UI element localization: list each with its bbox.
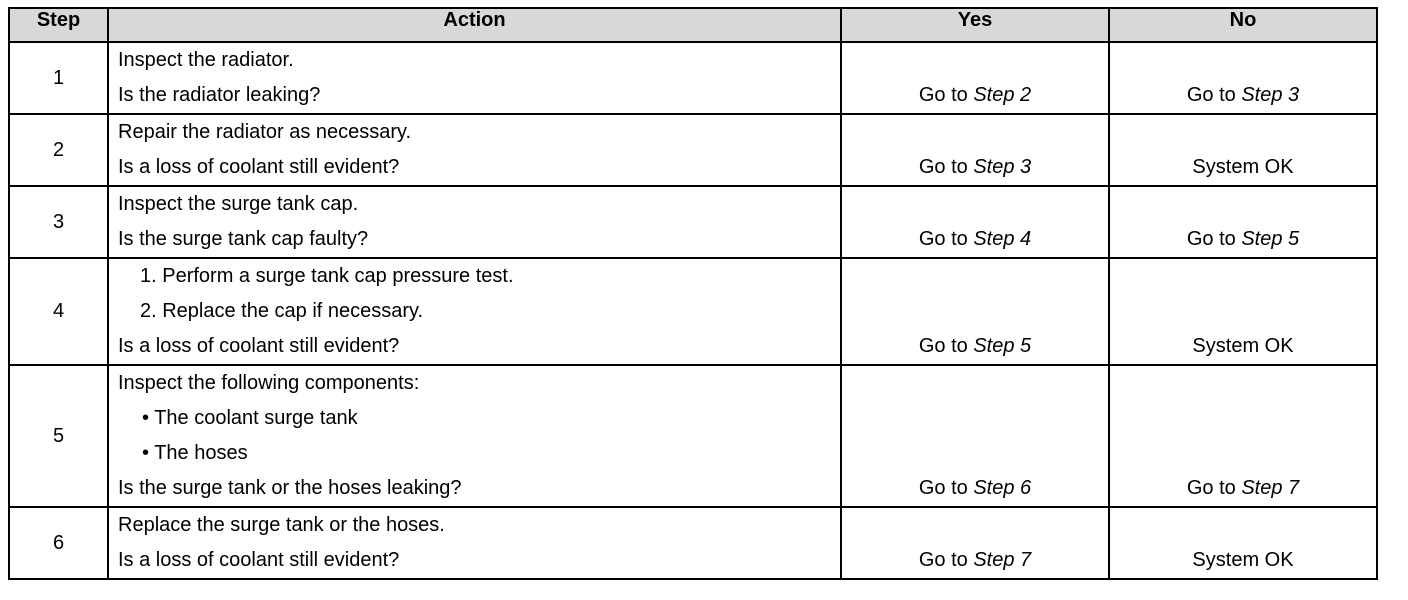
- bullet-item: • The hoses: [142, 442, 248, 464]
- action-cell: [108, 186, 841, 258]
- step-number: 1: [9, 42, 108, 114]
- action-text: Is a loss of coolant still evident?: [118, 156, 400, 178]
- step-reference: Step 2: [973, 84, 1032, 106]
- step-number: 6: [9, 507, 108, 579]
- yes-result-text: [842, 330, 1108, 362]
- header-action: Action: [108, 8, 841, 42]
- yes-result: [841, 114, 1109, 186]
- action-text: Is a loss of coolant still evident?: [118, 335, 400, 357]
- step-number: 4: [9, 258, 108, 365]
- yes-result: [841, 258, 1109, 365]
- no-result-text: System OK: [1192, 335, 1294, 357]
- action-text: Is the surge tank cap faulty?: [118, 228, 369, 250]
- diagnostic-table: [8, 7, 1378, 580]
- table-row: [9, 507, 1377, 579]
- yes-result: [841, 507, 1109, 579]
- go-to-label: Go to: [918, 477, 974, 499]
- step-reference: Step 7: [973, 549, 1032, 571]
- step-reference: Step 4: [973, 228, 1032, 250]
- header-step: Step: [9, 8, 108, 42]
- yes-result-text: [842, 544, 1108, 576]
- table-row: [9, 42, 1377, 114]
- no-result: [1109, 258, 1377, 365]
- table-row: [9, 186, 1377, 258]
- yes-result: [841, 42, 1109, 114]
- no-result: [1109, 365, 1377, 507]
- action-text: Inspect the radiator.: [118, 49, 294, 71]
- no-result: [1109, 114, 1377, 186]
- no-result-text: [1110, 472, 1376, 504]
- go-to-label: Go to: [918, 335, 974, 357]
- go-to-label: Go to: [918, 228, 974, 250]
- table-row: [9, 365, 1377, 507]
- step-reference: Step 3: [973, 156, 1032, 178]
- step-reference: Step 5: [1241, 228, 1300, 250]
- step-reference: Step 3: [1241, 84, 1300, 106]
- step-number: 3: [9, 186, 108, 258]
- no-result: [1109, 186, 1377, 258]
- go-to-label: Go to: [918, 84, 974, 106]
- step-reference: Step 5: [973, 335, 1032, 357]
- action-cell: [108, 114, 841, 186]
- action-text: Is a loss of coolant still evident?: [118, 549, 400, 571]
- no-result: [1109, 507, 1377, 579]
- yes-result: [841, 365, 1109, 507]
- table-row: [9, 258, 1377, 365]
- step-reference: Step 6: [973, 477, 1032, 499]
- action-cell: [108, 258, 841, 365]
- action-cell: [108, 42, 841, 114]
- numbered-item: 1. Perform a surge tank cap pressure test.: [140, 265, 514, 287]
- action-text: Repair the radiator as necessary.: [118, 121, 412, 143]
- action-text: Inspect the following components:: [118, 372, 420, 394]
- action-cell: [108, 365, 841, 507]
- header-row: [9, 8, 1377, 42]
- numbered-item: 2. Replace the cap if necessary.: [140, 300, 424, 322]
- no-result-text: System OK: [1192, 156, 1294, 178]
- table-row: [9, 114, 1377, 186]
- step-number: 2: [9, 114, 108, 186]
- go-to-label: Go to: [1186, 477, 1242, 499]
- step-reference: Step 7: [1241, 477, 1300, 499]
- action-text: Inspect the surge tank cap.: [118, 193, 359, 215]
- no-result-text: System OK: [1192, 549, 1294, 571]
- yes-result-text: [842, 472, 1108, 504]
- yes-result-text: [842, 223, 1108, 255]
- no-result-text: [1110, 223, 1376, 255]
- go-to-label: Go to: [918, 549, 974, 571]
- action-text: Is the radiator leaking?: [118, 84, 321, 106]
- bullet-item: • The coolant surge tank: [142, 407, 358, 429]
- go-to-label: Go to: [918, 156, 974, 178]
- no-result-text: [1110, 79, 1376, 111]
- action-cell: [108, 507, 841, 579]
- go-to-label: Go to: [1186, 228, 1242, 250]
- step-number: 5: [9, 365, 108, 507]
- header-yes: Yes: [841, 8, 1109, 42]
- action-text: Replace the surge tank or the hoses.: [118, 514, 445, 536]
- go-to-label: Go to: [1186, 84, 1242, 106]
- yes-result: [841, 186, 1109, 258]
- action-text: Is the surge tank or the hoses leaking?: [118, 477, 462, 499]
- yes-result-text: [842, 151, 1108, 183]
- no-result: [1109, 42, 1377, 114]
- yes-result-text: [842, 79, 1108, 111]
- header-no: No: [1109, 8, 1377, 42]
